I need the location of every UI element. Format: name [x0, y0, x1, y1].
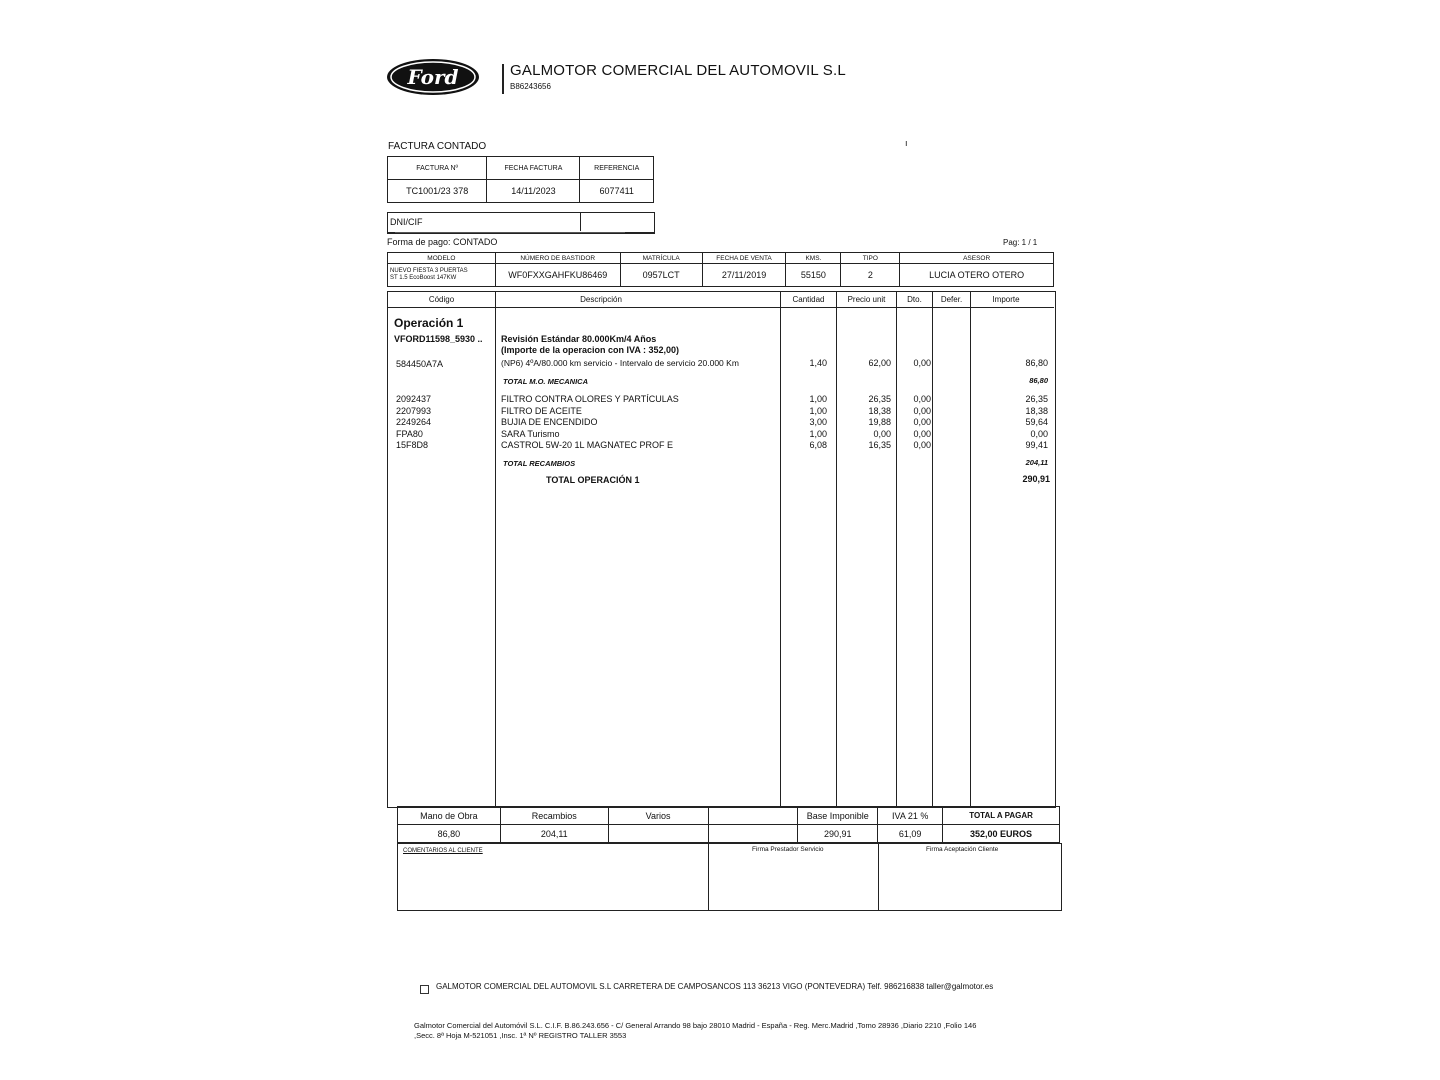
kms-header: KMS.: [786, 253, 841, 264]
company-cif: B86243656: [510, 82, 551, 91]
vehicle-model-line2: ST 1.5 EcoBoost 147KW: [390, 275, 457, 281]
col-divider: [495, 291, 496, 806]
firma-cliente-label: Firma Aceptación Cliente: [926, 846, 999, 853]
part-dto: 0,00: [913, 428, 931, 439]
labor-price: 62,00: [868, 358, 891, 368]
part-importe: 26,35: [1025, 394, 1048, 404]
vehicle-vin: WF0FXXGAHFKU86469: [495, 264, 620, 287]
total-operation-value: 290,91: [1022, 474, 1050, 484]
labor-qty: 1,40: [809, 358, 827, 368]
varios-header: Varios: [608, 807, 708, 825]
part-desc: BUJIA DE ENCENDIDO: [501, 417, 598, 427]
iva-header: IVA 21 %: [878, 807, 943, 825]
totals-table: [397, 806, 1060, 843]
total-operation-label: TOTAL OPERACIÓN 1: [546, 475, 640, 485]
vehicle-model-line1: NUEVO FIESTA 3 PUERTAS: [390, 268, 468, 274]
part-qty: 3,00: [809, 417, 827, 427]
mano-obra-value: 86,80: [398, 825, 501, 843]
matricula-header: MATRÍCULA: [620, 253, 702, 264]
part-qty: 1,00: [809, 405, 827, 416]
part-dto: 0,00: [913, 440, 931, 450]
payment-method: Forma de pago: CONTADO: [387, 237, 498, 247]
operation-title: Operación 1: [394, 316, 464, 330]
defer-header: Defer.: [940, 295, 963, 304]
base-imponible-header: Base Imponible: [798, 807, 878, 825]
invoice-table: [387, 156, 654, 203]
invoice-date: 14/11/2023: [487, 180, 580, 203]
part-desc: FILTRO DE ACEITE: [501, 405, 582, 416]
dni-label: DNI/CIF: [390, 217, 423, 227]
comments-label: COMENTARIOS AL CLIENTE: [403, 848, 483, 854]
importe-header: Importe: [992, 295, 1020, 304]
total-pagar-header: TOTAL A PAGAR: [943, 807, 1060, 825]
part-dto: 0,00: [913, 417, 931, 427]
part-price: 26,35: [868, 394, 891, 404]
labor-dto: 0,00: [913, 358, 931, 368]
part-importe: 0,00: [1030, 428, 1048, 439]
fecha-venta-header: FECHA DE VENTA: [702, 253, 786, 264]
footer-legal-line1: Galmotor Comercial del Automóvil S.L. C.I.F. B.86.243.656 - C/ General Arrando 98 bajo 28010 Madrid - España - Reg. Merc.Madrid ,Tomo 28936 ,Diario 2210 ,Folio 146: [414, 1021, 977, 1030]
iva-value: 61,09: [878, 825, 943, 843]
part-qty: 6,08: [809, 440, 827, 450]
part-code: 15F8D8: [396, 440, 429, 450]
part-code: 2249264: [396, 417, 432, 427]
dni-line: [395, 232, 625, 233]
cantidad-header: Cantidad: [792, 295, 825, 304]
total-pagar-value: 352,00 EUROS: [943, 825, 1060, 843]
comments-divider: [708, 843, 709, 910]
recambios-header: Recambios: [500, 807, 608, 825]
vehicle-kms: 55150: [786, 264, 841, 287]
vehicle-sale-date: 27/11/2019: [702, 264, 786, 287]
part-desc: SARA Turismo: [501, 428, 560, 439]
dto-header: Dto.: [907, 295, 922, 304]
tick-mark: ı: [905, 138, 908, 148]
invoice-number-header: FACTURA Nº: [388, 157, 487, 180]
part-price: 0,00: [873, 428, 891, 439]
descripcion-header: Descripción: [580, 295, 622, 304]
vehicle-type: 2: [841, 264, 900, 287]
vehicle-plate: 0957LCT: [620, 264, 702, 287]
tipo-header: TIPO: [841, 253, 900, 264]
codigo-header: Código: [428, 295, 455, 304]
part-dto: 0,00: [913, 394, 931, 404]
company-name: GALMOTOR COMERCIAL DEL AUTOMOVIL S.L: [510, 62, 846, 79]
footer-legal-line2: ,Secc. 8ª Hoja M-521051 ,Insc. 1ª Nº REGISTRO TALLER 3553: [414, 1031, 627, 1040]
operation-code: VFORD11598_5930 ..: [394, 334, 483, 344]
comments-divider: [878, 843, 879, 910]
dni-separator: [580, 213, 581, 231]
invoice-number: TC1001/23 378: [388, 180, 487, 203]
footer-checkbox-icon: [420, 985, 429, 994]
part-code: FPA80: [396, 428, 423, 439]
operation-desc-line2: (Importe de la operacion con IVA : 352,00): [501, 345, 680, 355]
total-recambios-label: TOTAL RECAMBIOS: [503, 459, 576, 468]
part-qty: 1,00: [809, 394, 827, 404]
recambios-value: 204,11: [500, 825, 608, 843]
col-divider: [932, 291, 933, 806]
total-mo-label: TOTAL M.O. MECANICA: [503, 377, 588, 386]
comments-box: [397, 843, 1062, 911]
precio-header: Precio unit: [847, 295, 886, 304]
document-type: FACTURA CONTADO: [388, 141, 487, 152]
invoice-date-header: FECHA FACTURA: [487, 157, 580, 180]
ford-logo-icon: [385, 57, 481, 97]
varios-value: [608, 825, 708, 843]
invoice-reference: 6077411: [580, 180, 654, 203]
operation-desc-line1: Revisión Estándar 80.000Km/4 Años: [501, 334, 657, 344]
mano-obra-header: Mano de Obra: [398, 807, 501, 825]
part-price: 16,35: [868, 440, 891, 450]
part-importe: 99,41: [1025, 440, 1048, 450]
vehicle-advisor: LUCIA OTERO OTERO: [900, 264, 1054, 287]
base-imponible-value: 290,91: [798, 825, 878, 843]
modelo-header: MODELO: [388, 253, 496, 264]
part-importe: 18,38: [1025, 405, 1048, 416]
part-code: 2092437: [396, 394, 432, 404]
firma-prestador-label: Firma Prestador Servicio: [752, 846, 824, 853]
blank-header: [708, 807, 798, 825]
page-indicator: Pag: 1 / 1: [1003, 238, 1038, 247]
logo-text: Ford: [407, 65, 459, 89]
footer-legal: [414, 1021, 976, 1041]
labor-code: 584450A7A: [396, 359, 444, 369]
part-code: 2207993: [396, 405, 432, 416]
vehicle-model: [388, 264, 496, 287]
part-price: 19,88: [868, 417, 891, 427]
part-importe: 59,64: [1025, 417, 1048, 427]
invoice-reference-header: REFERENCIA: [580, 157, 654, 180]
bastidor-header: NÚMERO DE BASTIDOR: [495, 253, 620, 264]
part-dto: 0,00: [913, 405, 931, 416]
part-desc: FILTRO CONTRA OLORES Y PARTÍCULAS: [501, 394, 679, 404]
part-qty: 1,00: [809, 428, 827, 439]
vehicle-table: [387, 252, 1054, 287]
asesor-header: ASESOR: [900, 253, 1054, 264]
footer-address: GALMOTOR COMERCIAL DEL AUTOMOVIL S.L CARRETERA DE CAMPOSANCOS 113 36213 VIGO (PONTEVEDRA) Telf. 986216838 taller@galmotor.es: [436, 982, 994, 991]
total-mo-value: 86,80: [1029, 376, 1048, 385]
blank-value: [708, 825, 798, 843]
labor-desc: (NP6) 4ºA/80.000 km servicio - Intervalo de servicio 20.000 Km: [501, 358, 739, 368]
dni-box: [387, 212, 655, 234]
lines-head-divider: [387, 307, 1054, 308]
labor-importe: 86,80: [1025, 358, 1048, 368]
total-recambios-value: 204,11: [1025, 458, 1048, 467]
part-desc: CASTROL 5W-20 1L MAGNATEC PROF E: [501, 440, 674, 450]
header-divider: [502, 64, 504, 94]
part-price: 18,38: [868, 405, 891, 416]
